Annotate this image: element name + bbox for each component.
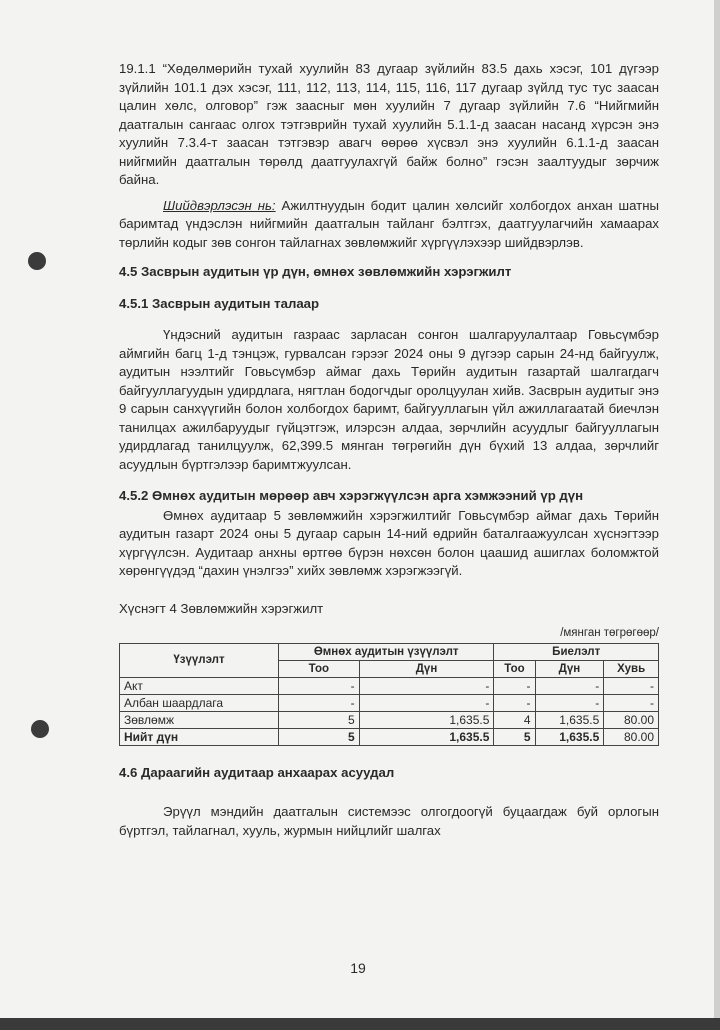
cell-amount: - [359, 694, 494, 711]
cell-count: 5 [279, 728, 360, 745]
cell-count-2: 5 [494, 728, 535, 745]
recommendation-table [119, 643, 659, 746]
cell-amount-2: - [535, 694, 604, 711]
heading-4-5: 4.5 Засврын аудитын үр дүн, өмнөх зөвлөмжийн хэрэгжилт [119, 264, 512, 279]
cell-count-2: - [494, 694, 535, 711]
header-count: Тоо [279, 660, 360, 677]
scan-shadow [0, 1018, 720, 1030]
cell-percent: 80.00 [604, 711, 659, 728]
paragraph-4-5-2: Өмнөх аудитаар 5 зөвлөмжийн хэрэгжилтийг Говьсүмбэр аймаг дахь Төрийн аудитын газарт 2024 оны 5 дугаар сарын 14-ний өдрийн баталгаажуулсан хүснэгтээр хүргүүлсэн. Аудитаар анхны өртгөө бүрэн нөхсөн болон цаашид ашиглах боломжтой хөрөнгүүдэд “дахин үнэлгээ” хийх зөвлөмж хэрэгжээгүй. [119, 507, 659, 578]
cell-count: - [279, 694, 360, 711]
cell-count-2: 4 [494, 711, 535, 728]
resolved-label: Шийдвэрлэсэн нь: [163, 197, 276, 213]
page-number: 19 [350, 960, 366, 976]
header-amount-2: Дүн [535, 660, 604, 677]
row-label: Зөвлөмж [120, 711, 279, 728]
binder-hole [28, 252, 46, 270]
cell-amount: 1,635.5 [359, 711, 494, 728]
paragraph-4-6: Эрүүл мэндийн даатгалын системээс олгогдоогүй буцаагдаж буй орлогын бүртгэл, тайлагнал, хууль, журмын нийцлийг шалгах [119, 804, 659, 838]
cell-percent: - [604, 694, 659, 711]
row-label: Нийт дүн [120, 728, 279, 745]
header-percent: Хувь [604, 660, 659, 677]
heading-4-6: 4.6 Дараагийн аудитаар анхаарах асуудал [119, 764, 395, 780]
header-count-2: Тоо [494, 660, 535, 677]
binder-hole [31, 720, 49, 738]
cell-amount: - [359, 677, 494, 694]
header-amount: Дүн [359, 660, 494, 677]
resolved-paragraph [119, 197, 659, 253]
paragraph-19-1-1: 19.1.1 “Хөдөлмөрийн тухай хуулийн 83 дугаар зүйлийн 83.5 дахь хэсэг, 101 дүгээр зүйлийн 101.1 дэх хэсэг, 111, 112, 113, 114, 115, 116, 117 дугаар зүйлд тус тус заасан цалин хөлс, олговор” гэж заасныг мөн хуулийн 7 дугаар зүйлийн 7.6 “Нийгмийн даатгалын сангаас олгох тэтгэврийн тухай хуулийн 5.1.1-д заасан насанд хүрсэн энэ хуулийн 7.3.4-т заасан тэтгэвэр авагч өөрөө хүсвэл энэ хуулийн 6.1.1-д заасан нийгмийн даатгалын төрөлд даатгуулахгүй байж болно” гэсэн заалтуудыг зөрчиж байна. [119, 61, 659, 187]
cell-count: 5 [279, 711, 360, 728]
table-row [120, 677, 659, 694]
row-label: Акт [120, 677, 279, 694]
table-total-row [120, 728, 659, 745]
cell-amount: 1,635.5 [359, 728, 494, 745]
page-content [119, 60, 659, 840]
header-implementation: Биелэлт [494, 643, 659, 660]
cell-percent: - [604, 677, 659, 694]
heading-4-5-1: 4.5.1 Засврын аудитын талаар [119, 295, 320, 311]
resolved-text: Ажилтнуудын бодит цалин хөлсийг холбогдох анхан шатны баримтад үндэслэн нийгмийн даатгалын тайланг бэлтгэх, даатгуулагчийн хамаарах төрлийн кодыг зөв сонгон тайлагнах зөвлөмжийг хүргүүлэхээр шийдвэрлэв. [119, 197, 659, 250]
table-caption: Хүснэгт 4 Зөвлөмжийн хэрэгжилт [119, 600, 324, 616]
cell-count-2: - [494, 677, 535, 694]
page-edge [714, 0, 720, 1030]
cell-percent: 80.00 [604, 728, 659, 745]
cell-amount-2: 1,635.5 [535, 728, 604, 745]
table-row [120, 694, 659, 711]
cell-amount-2: 1,635.5 [535, 711, 604, 728]
header-prev-audit: Өмнөх аудитын үзүүлэлт [279, 643, 494, 660]
paragraph-4-5-1: Үндэсний аудитын газраас зарласан сонгон шалгаруулалтаар Говьсүмбэр аймгийн багц 1-д тэнцэж, гурвалсан гэрээг 2024 оны 9 дүгээр сарын 24-нд байгуулж, аудитын нээлтийг Говьсүмбэр аймаг дахь Төрийн аудитын газартай шалгагдагч байгууллагуудын удирдлага, нягтлан бодогчдыг оролцуулан хийв. Засврын аудитыг энэ 9 сарын санхүүгийн болон холбогдох баримт, байгууллагын үйл ажиллагаатай биечлэн танилцах ажилбаруудыг гүйцэтгэж, илэрсэн алдаа, зөрчлийн асуудлыг байгууллагын удирдлагад танилцуулж, 62,399.5 мянган төгрөгийн дүн бүхий 13 алдаа, зөрчлийг асуудлын бүртгэлээр баримтжуулсан. [119, 327, 659, 472]
cell-count: - [279, 677, 360, 694]
row-label: Албан шаардлага [120, 694, 279, 711]
table-unit: /мянган төгрөгөөр/ [560, 627, 659, 639]
cell-amount-2: - [535, 677, 604, 694]
table-row [120, 711, 659, 728]
header-indicator: Үзүүлэлт [120, 643, 279, 677]
heading-4-5-2: 4.5.2 Өмнөх аудитын мөрөөр авч хэрэгжүүлсэн арга хэмжээний үр дүн [119, 488, 584, 503]
